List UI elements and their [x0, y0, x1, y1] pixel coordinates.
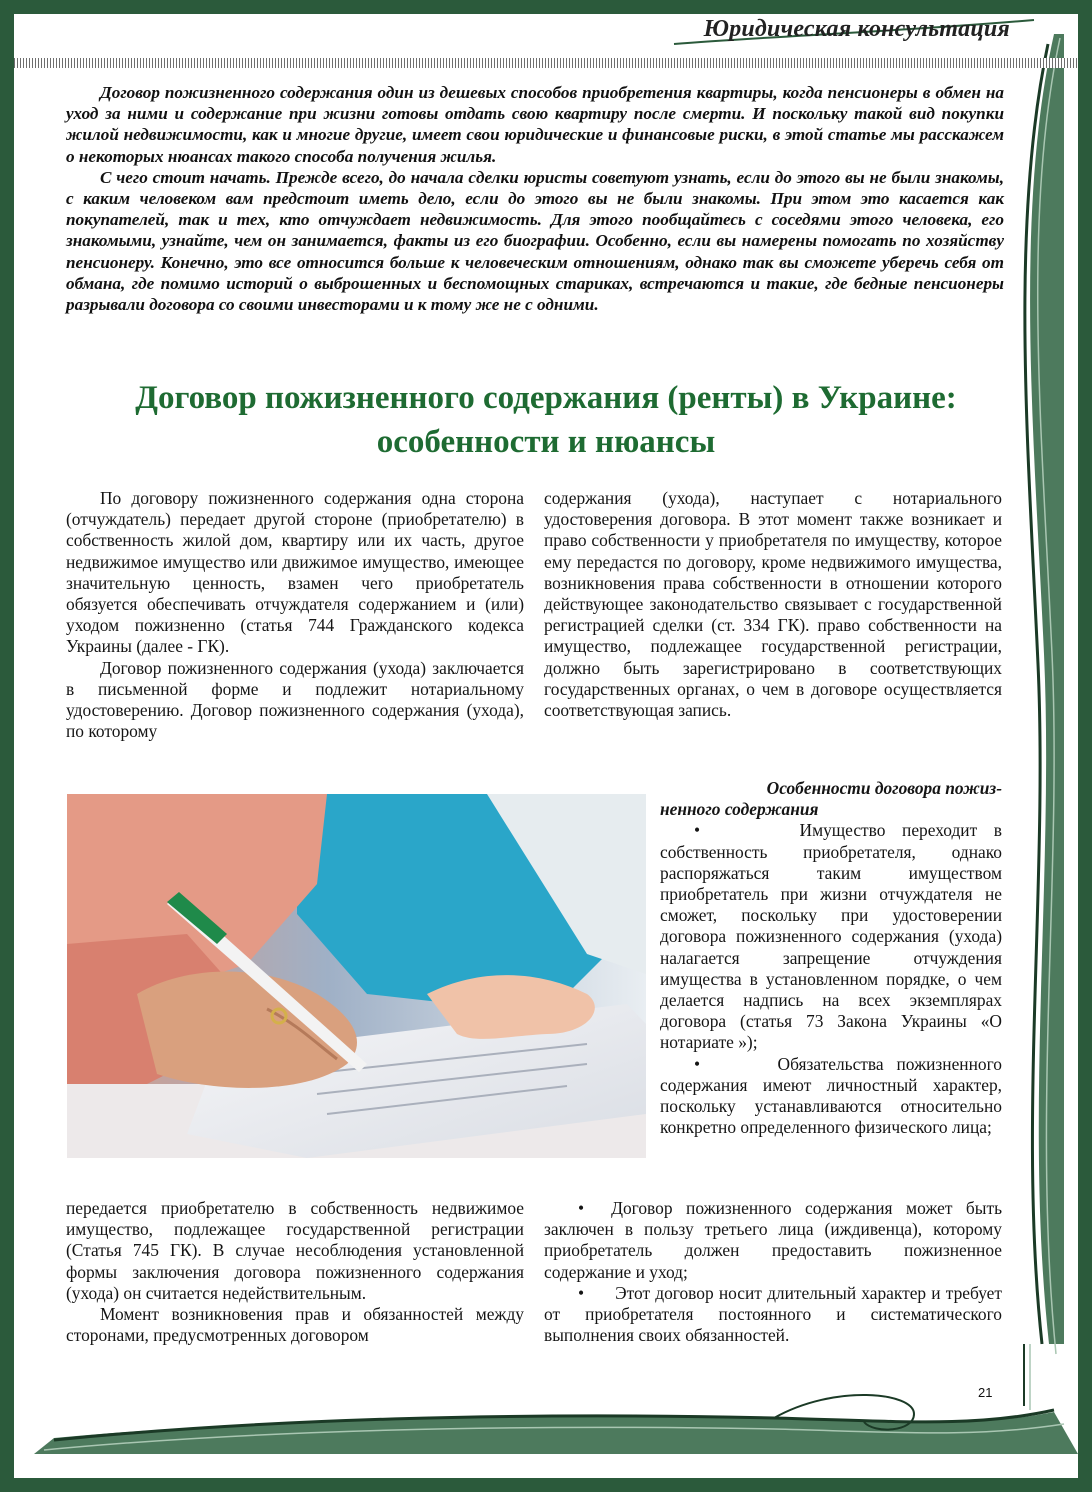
magazine-page: [14, 14, 1078, 1478]
right-column-bottom: [544, 1198, 1002, 1346]
subheading-line-1: Особенности договора пожиз-: [766, 778, 1002, 798]
left-paragraph-4: Момент возникновения прав и обязанностей между сторонами, предусмотренных договором: [66, 1304, 524, 1346]
bullet-item-2: [660, 1054, 1002, 1139]
bullet-glyph: •: [694, 820, 701, 841]
bullet-glyph: •: [694, 1053, 701, 1074]
bullet-text-3: Договор пожизненного содержания может быть заключен в пользу третьего лица (иждивенца), которому приобретатель должен предоставить пожизненное содержание и уход;: [544, 1198, 1002, 1282]
left-paragraph-1: По договору пожизненного содержания одна сторона (отчуждатель) передает другой стороне (приобретателю) в собственность жилой дом, квартиру или их часть, другое недвижимое имущество или движимое имущество, имеющее значительную ценность, взамен чего приобретатель обязуется обеспечивать отчуждателя содержанием и (или) уходом пожизненно (статья 744 Гражданского кодекса Украины (далее - ГК).: [66, 488, 524, 657]
page-number: 21: [978, 1385, 993, 1400]
intro-paragraph-1: Договор пожизненного содержания один из дешевых способов приобретения квартиры, когда пенсионеры в обмен на уход за ними и содержание при жизни готовы отдать свою квартиру после смерти. И поскольку такой вид покупки жилой недвижимости, как и многие другие, имеет свои юридические и финансовые риски, в этой статье мы расскажем о некоторых нюансах такого способа получения жилья.: [66, 83, 1004, 166]
article-title-line-2: особенности и нюансы: [376, 424, 716, 460]
bullet-text-4: Этот договор носит длительный характер и требует от приобретателя постоянного и систематического выполнения своих обязанностей.: [544, 1282, 1002, 1346]
header-rule: [14, 58, 1078, 68]
bullet-item-4: [544, 1283, 1002, 1347]
bullet-item-1: [660, 820, 1002, 1053]
left-paragraph-3: передается приобретателю в собственность недвижимое имущество, подлежащее государственной регистрации (Статья 745 ГК). В случае несоблюдения установленной формы заключения договора пожизненного содержания (ухода) он считается недействительным.: [66, 1198, 524, 1303]
intro-paragraph-2: С чего стоит начать. Прежде всего, до начала сделки юристы советуют узнать, если до этого вы не были знакомы, с каким человеком вам предстоит иметь дело, если до этого вы не были знакомы. При этом это касается как покупателей, так и тех, кто отчуждает недвижимость. Для этого пообщайтесь с соседями этого человека, его знакомыми, узнайте, чем он занимается, факты из его биографии. Особенно, если вы намерены помогать по хозяйству пенсионеру. Конечно, это все относится больше к человеческим отношениям, однако так вы сможете уберечь себя от обмана, где помимо историй о выброшенных и беспомощных стариках, встречаются и такие, где бедные пенсионеры разрывали договора со своими инвесторами и к тому же не с одними.: [66, 167, 1004, 315]
section-title: Юридическая консультация: [703, 16, 1010, 42]
photo-signing-contract: [67, 794, 646, 1158]
bullet-text-1: Имущество переходит в собственность приобретателя, однако распоряжаться таким имуществом приобретатель при жизни отчуждателя не сможет, поскольку при удостоверении договора пожизненного содержания (ухода) налагается запрещение отчуждения имущества в установленном порядке, о чем делается надпись на всех экземплярах договора (статья 73 Закона Украины «О нотариате »);: [660, 820, 1002, 1053]
bullet-glyph: •: [578, 1282, 585, 1303]
subheading-line-2: ненного содержания: [660, 799, 819, 820]
bullet-glyph: •: [578, 1198, 585, 1218]
bullet-text-2: Обязательства пожизненного содержания имеют личностный характер, поскольку устанавливаются относительно конкретно определенного физического лица;: [660, 1053, 1002, 1138]
intro-block: [66, 82, 1004, 315]
article-title-line-1: Договор пожизненного содержания (ренты) в Украине:: [135, 380, 957, 416]
left-column-top: [66, 488, 524, 742]
right-column-middle: [660, 778, 1002, 1138]
left-column-bottom: [66, 1198, 524, 1346]
right-paragraph-1: содержания (ухода), наступает с нотариального удостоверения договора. В этот момент также возникает и право собственности у приобретателя по имуществу, которое ему передастся по договору, кроме недвижимого имущества, возникновения права собственности в отношении которого действующее законодательство связывает с государственной регистрацией сделки (ст. 334 ГК). право собственности на имущество, подлежащее государственной регистрации, должно быть зарегистрировано в соответствующих государственных органах, о чем в договоре осуществляется соответствующая запись.: [544, 488, 1002, 721]
photo-illustration: [67, 794, 646, 1158]
left-paragraph-2: Договор пожизненного содержания (ухода) заключается в письменной форме и подлежит нотариальному удостоверению. Договор пожизненного содержания (ухода), по которому: [66, 657, 524, 742]
article-title: [66, 376, 1026, 464]
bullet-item-3: [544, 1198, 1002, 1283]
right-column-top: [544, 488, 1002, 721]
